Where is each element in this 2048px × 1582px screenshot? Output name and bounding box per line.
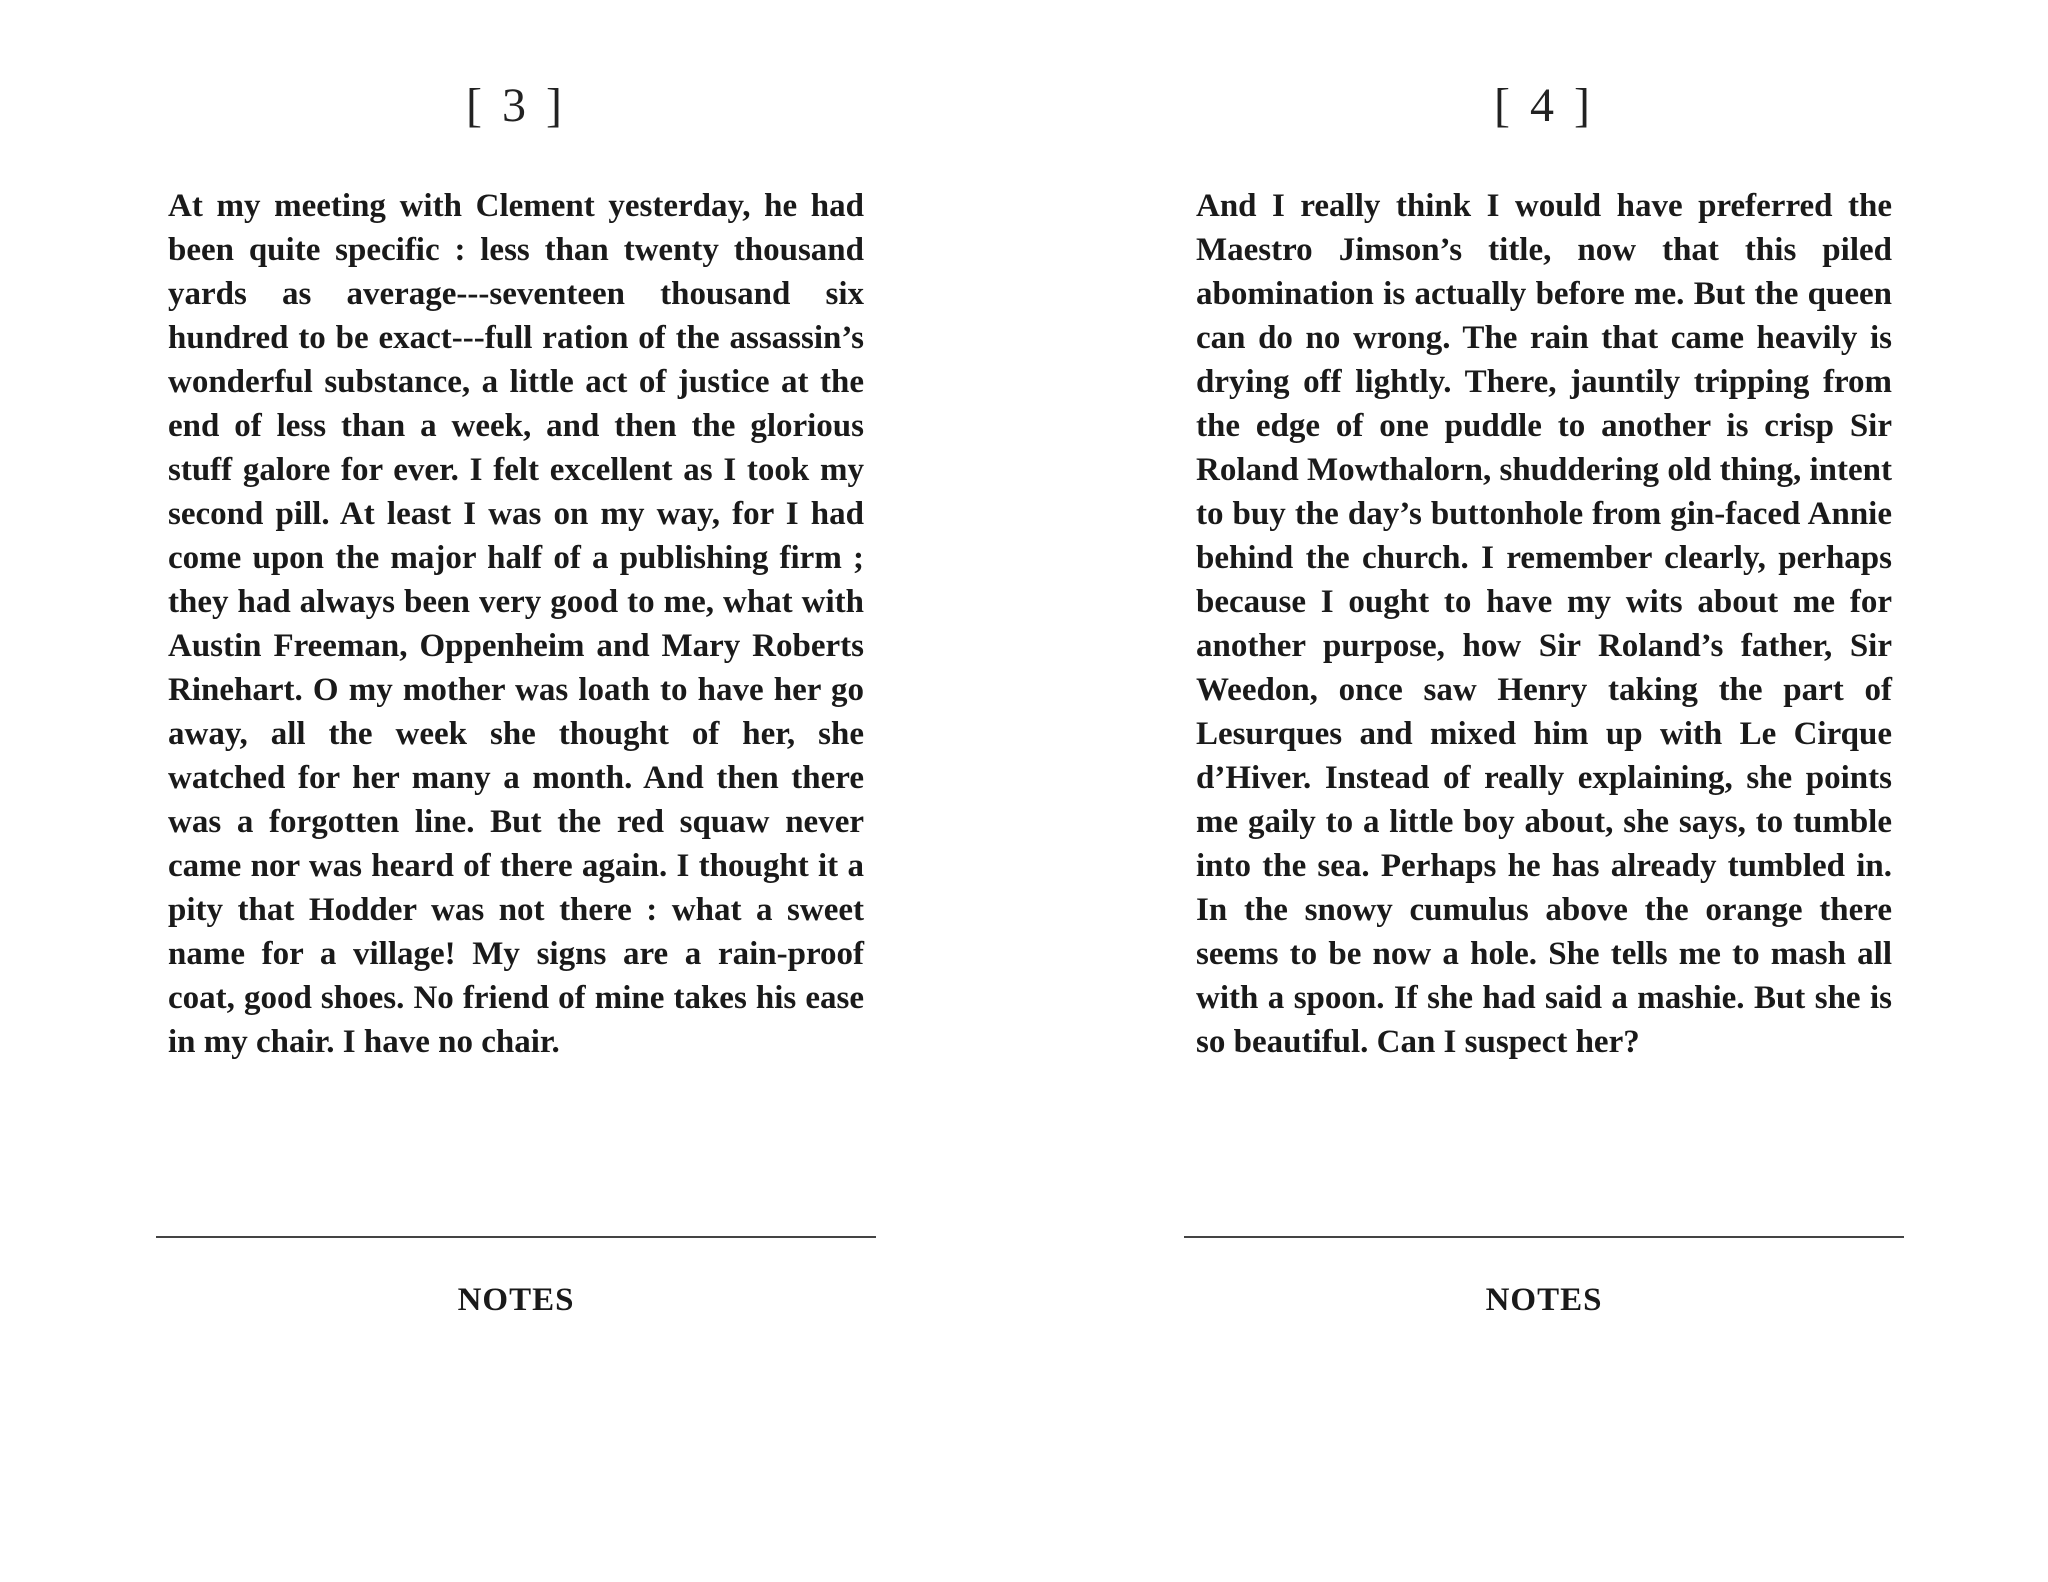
left-page (156, 0, 876, 1582)
page-number: [ 3 ] (466, 79, 566, 132)
notes-divider (1184, 1236, 1904, 1238)
page-number: [ 4 ] (1494, 79, 1594, 132)
page-body-text: And I really think I would have preferred the Maestro Jimson’s title, now that this piled abomination is actually before me. But the queen can do no wrong. The rain that came heavily is drying off lightly. There, jauntily tripping from the edge of one puddle to another is crisp Sir Roland Mowthalorn, shuddering old thing, intent to buy the day’s buttonhole from gin-faced Annie behind the church. I remember clearly, perhaps because I ought to have my wits about me for another purpose, how Sir Roland’s father, Sir Weedon, once saw Henry taking the part of Lesurques and mixed him up with Le Cirque d’Hiver. Instead of really explaining, she points me gaily to a little boy about, she says, to tumble into the sea. Perhaps he has already tumbled in. In the snowy cumulus above the orange there seems to be now a hole. She tells me to mash all with a spoon. If she had said a mashie. But she is so beautiful. Can I suspect her? (1196, 188, 1892, 1060)
right-page (1184, 0, 1904, 1582)
notes-heading: NOTES (1485, 1282, 1603, 1318)
notes-divider (156, 1236, 876, 1238)
notes-heading: NOTES (457, 1282, 575, 1318)
page-body-text: At my meeting with Clement yesterday, he had been quite specific : less than twenty thousand yards as average---seventeen thousand six hundred to be exact---full ration of the assassin’s wonderful substance, a little act of justice at the end of less than a week, and then the glorious stuff galore for ever. I felt excellent as I took my second pill. At least I was on my way, for I had come upon the major half of a publishing firm ; they had always been very good to me, what with Austin Freeman, Oppenheim and Mary Roberts Rinehart. O my mother was loath to have her go away, all the week she thought of her, she watched for her many a month. And then there was a forgotten line. But the red squaw never came nor was heard of there again. I thought it a pity that Hodder was not there : what a sweet name for a village! My signs are a rain-proof coat, good shoes. No friend of mine takes his ease in my chair. I have no chair. (168, 188, 864, 1060)
